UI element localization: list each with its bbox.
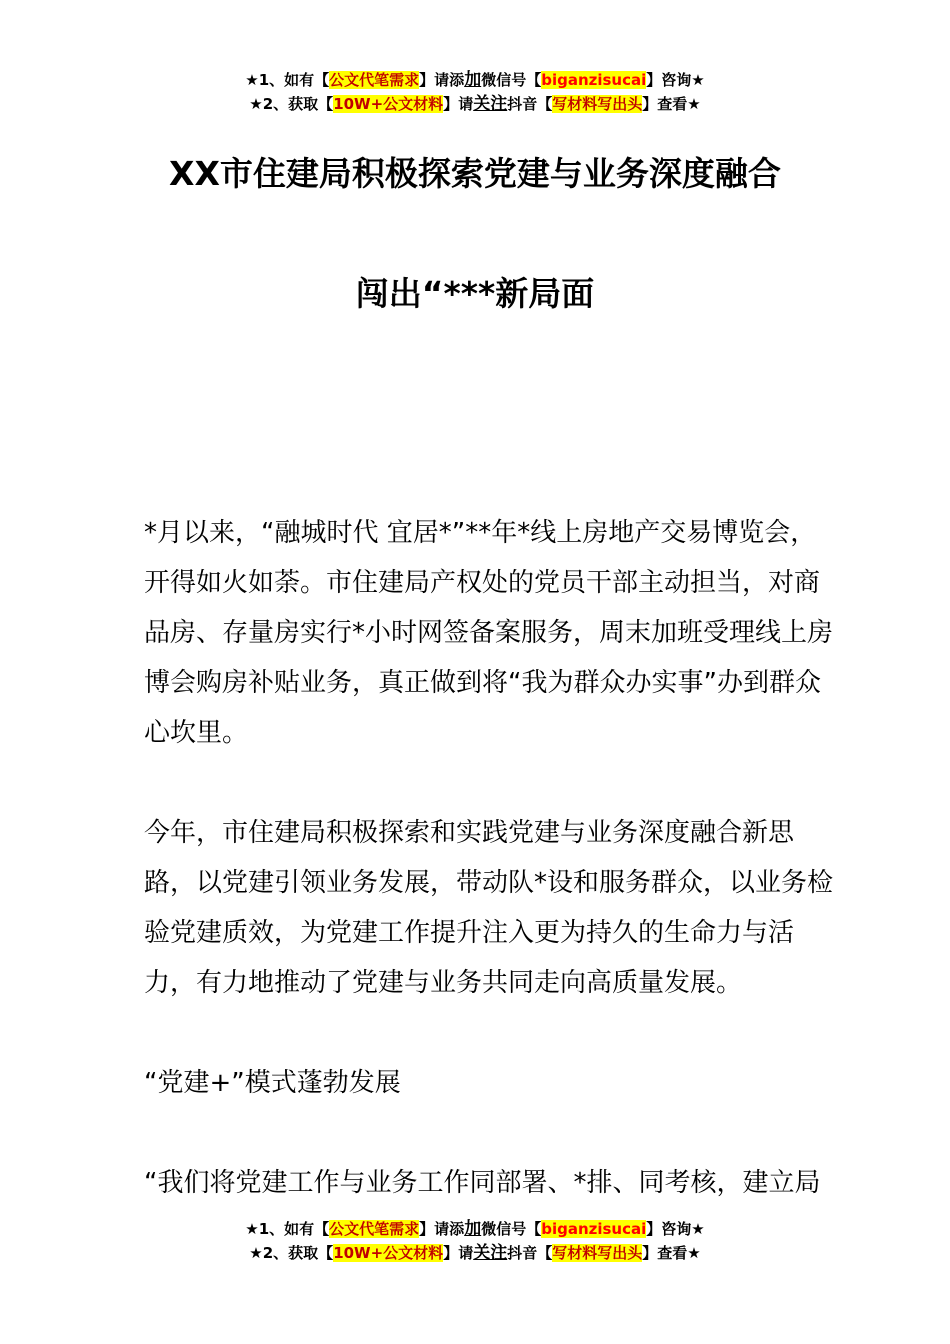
banner-text: 微信号【 [481,71,542,89]
banner-text: ★2、获取【 [249,95,334,113]
banner-text: 】咨询★ [646,71,705,89]
banner-text: 】请 [443,95,474,113]
banner-text: 抖音【 [507,1244,553,1262]
banner-text: ★2、获取【 [249,1244,334,1262]
banner-text: 】查看★ [642,95,701,113]
banner-highlight: 公文代笔需求 [329,71,420,89]
douyin-highlight: 写材料写出头 [552,95,643,113]
banner-line-1 [0,1217,950,1241]
document-title-line-2: 闯出“***新局面 [355,274,595,313]
banner-text: 抖音【 [507,95,553,113]
body-paragraph-3: “我们将党建工作与业务工作同部署、*排、同考核，建立局 [144,1168,821,1198]
banner-text: 】咨询★ [646,1220,705,1238]
wechat-id-highlight: biganzisucai [541,71,647,89]
banner-highlight: 公文代笔需求 [329,1220,420,1238]
bottom-ad-banner [0,1217,950,1265]
banner-highlight: 10W+公文材料 [333,95,444,113]
banner-text: 】请添 [419,1220,465,1238]
banner-line-2 [0,1241,950,1265]
banner-text: 】请 [443,1244,474,1262]
banner-text: 微信号【 [481,1220,542,1238]
banner-emphasis: 加 [464,70,482,90]
douyin-highlight: 写材料写出头 [552,1244,643,1262]
body-paragraph-2: 今年，市住建局积极探索和实践党建与业务深度融合新思路，以党建引领业务发展，带动队*设和服务群众，以业务检验党建质效，为党建工作提升注入更为持久的生命力与活力，有力地推动了党建与业务共同走向高质量发展。 [144,818,834,998]
banner-emphasis: 加 [464,1219,482,1239]
banner-text: ★1、如有【 [245,1220,330,1238]
banner-line-2 [0,92,950,116]
banner-emphasis: 关注 [473,94,508,114]
document-title-line-1: XX市住建局积极探索党建与业务深度融合 [169,154,781,193]
section-heading: “党建+”模式蓬勃发展 [144,1068,401,1098]
banner-emphasis: 关注 [473,1243,508,1263]
banner-text: 】请添 [419,71,465,89]
banner-text: 】查看★ [642,1244,701,1262]
banner-line-1 [0,68,950,92]
wechat-id-highlight: biganzisucai [541,1220,647,1238]
body-paragraph-1: *月以来，“融城时代 宜居*”**年*线上房地产交易博览会，开得如火如荼。市住建局产权处的党员干部主动担当，对商品房、存量房实行*小时网签备案服务，周末加班受理线上房博会购房补贴业务，真正做到将“我为群众办实事”办到群众心坎里。 [144,518,834,748]
banner-highlight: 10W+公文材料 [333,1244,444,1262]
top-ad-banner [0,68,950,116]
banner-text: ★1、如有【 [245,71,330,89]
